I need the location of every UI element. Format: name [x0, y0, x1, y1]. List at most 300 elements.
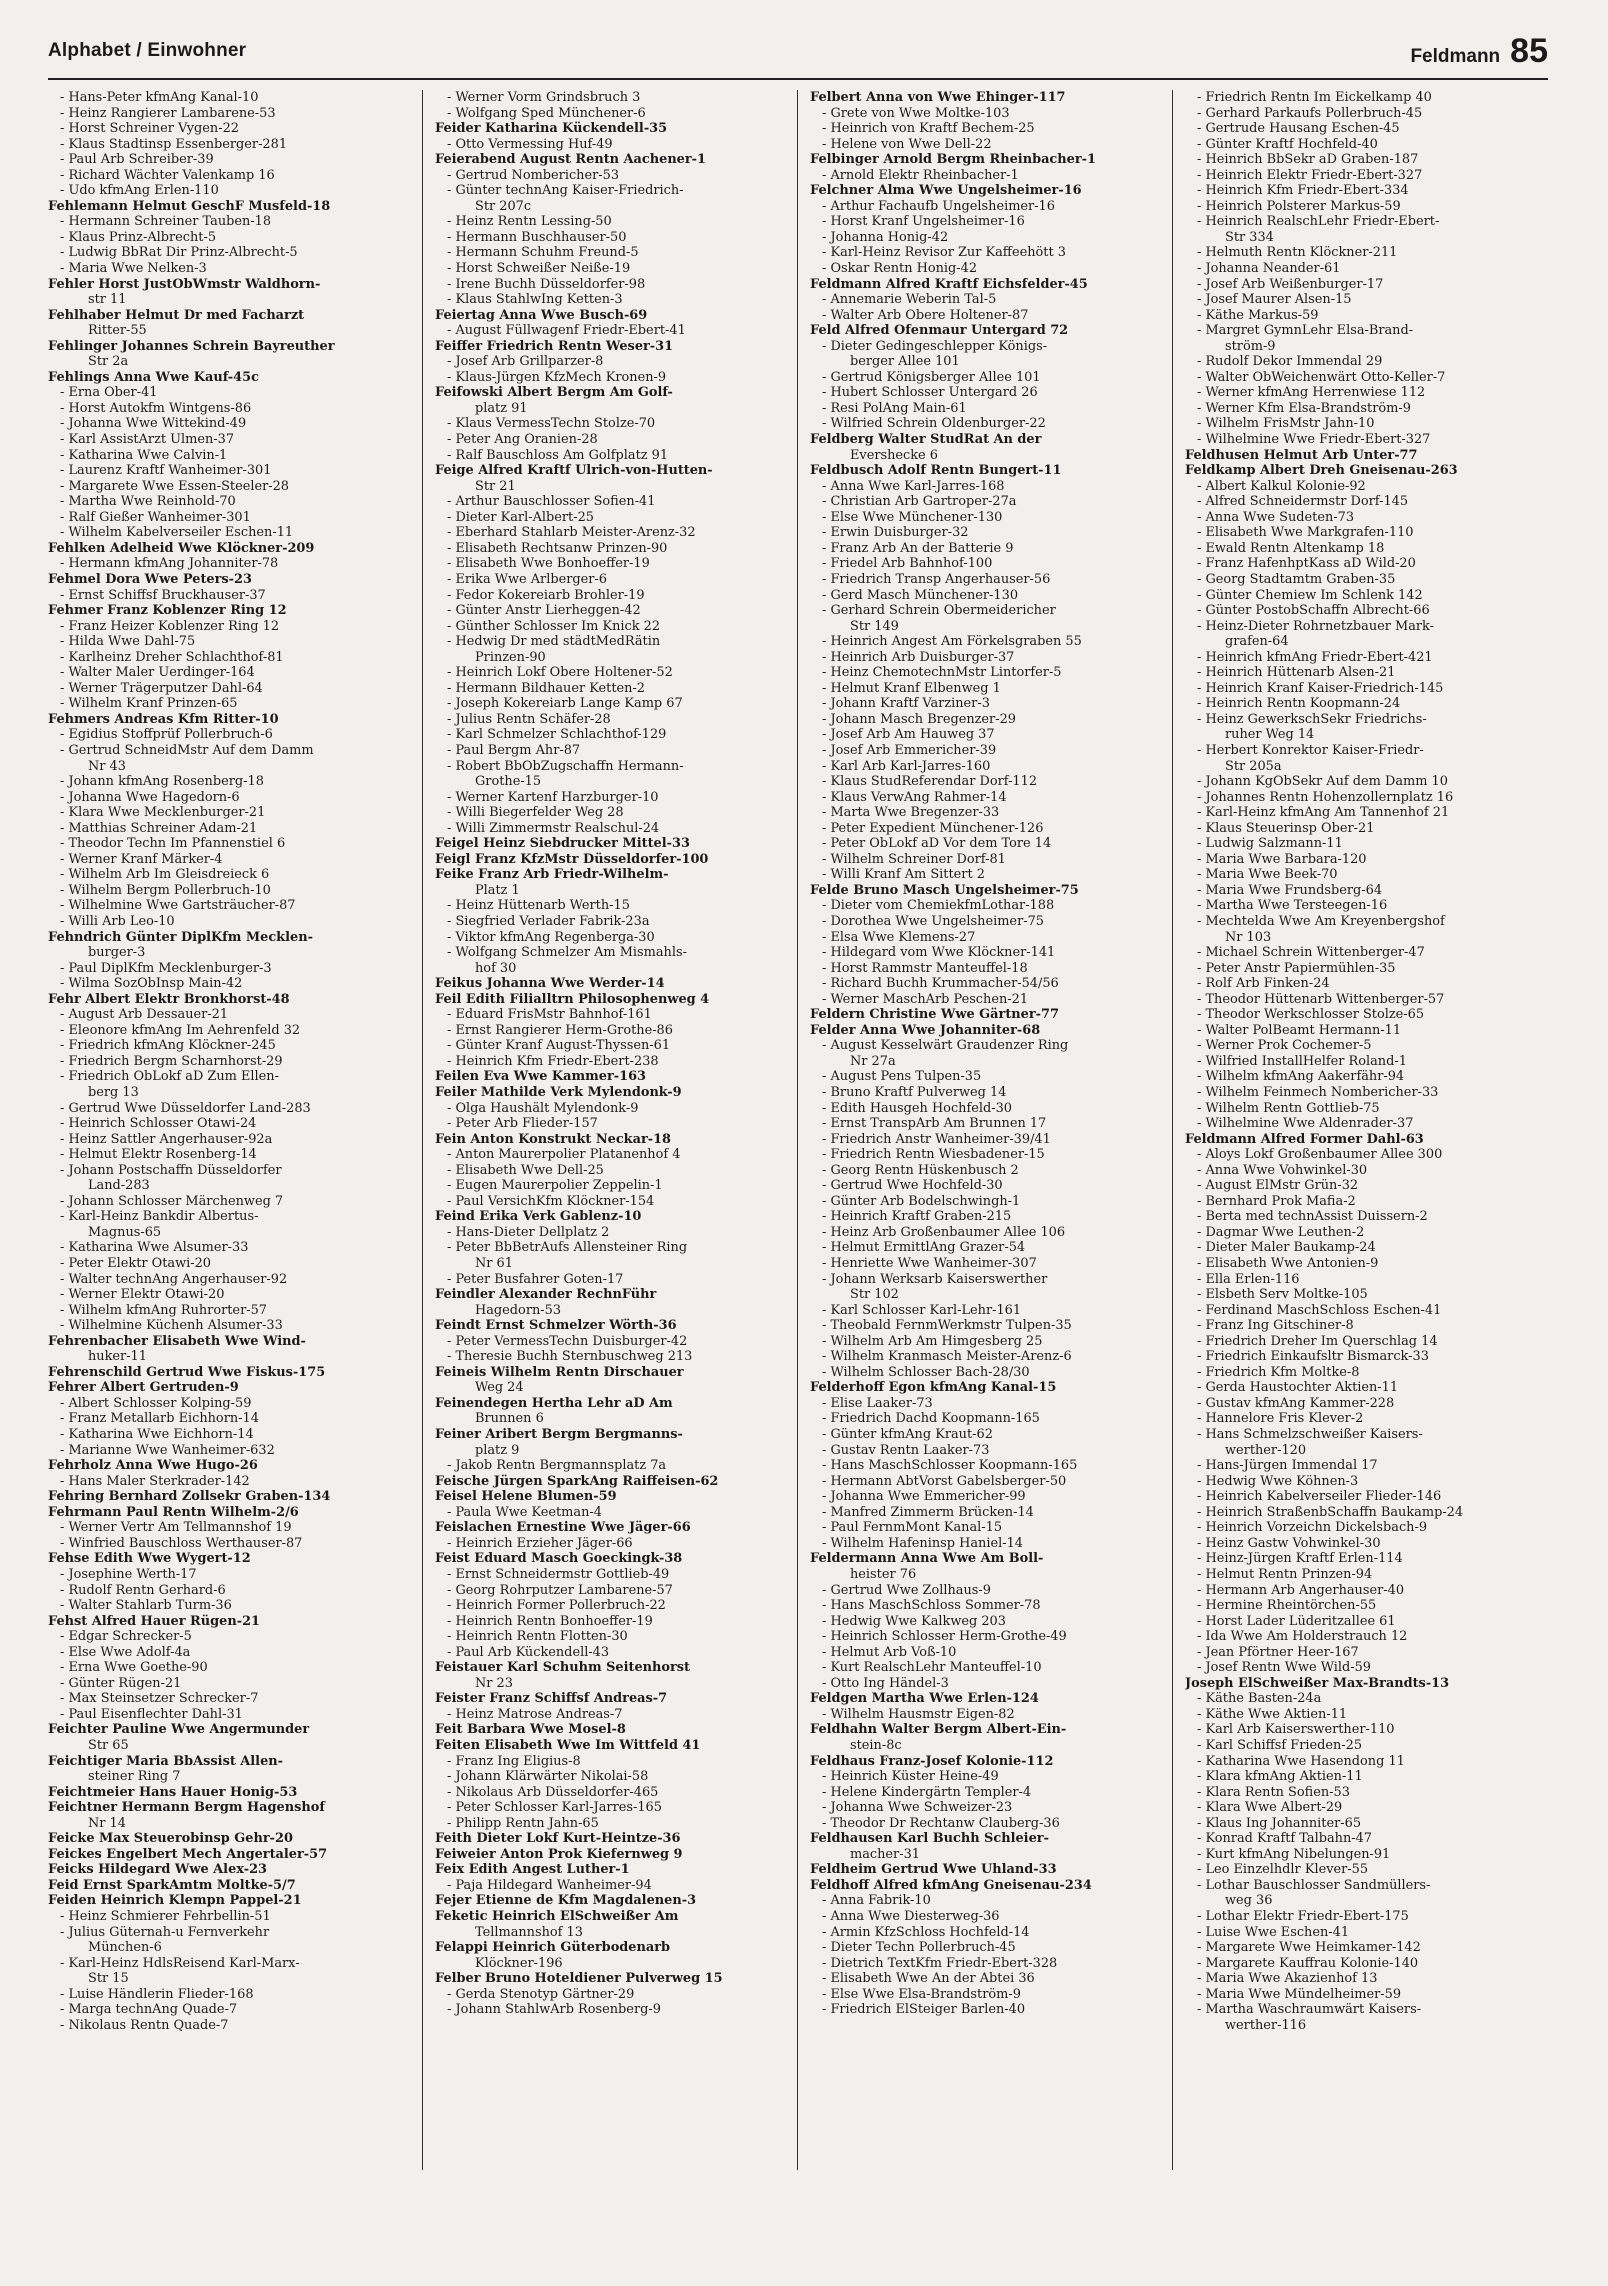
directory-entry: - Josef Maurer Alsen-15 [1197, 292, 1352, 308]
directory-entry: - Maria Wwe Mündelheimer-59 [1197, 1986, 1402, 2002]
directory-entry: - Walter Arb Obere Holtener-87 [822, 307, 1029, 323]
directory-entry: stein-8c [850, 1737, 902, 1753]
directory-entry: - Klaus-Jürgen KfzMech Kronen-9 [447, 369, 667, 385]
directory-entry: - Hans Maler Sterkrader-142 [60, 1473, 250, 1489]
directory-entry: Fehrholz Anna Wwe Hugo-26 [48, 1458, 258, 1474]
directory-entry: - Oskar Rentn Honig-42 [822, 261, 978, 277]
directory-entry: - Ernst TranspArb Am Brunnen 17 [822, 1116, 1047, 1132]
directory-entry: - Kurt kfmAng Nibelungen-91 [1197, 1846, 1391, 1862]
directory-entry: - Wilhelm Kranf Prinzen-65 [60, 696, 238, 712]
directory-entry: - Maria Wwe Nelken-3 [60, 261, 207, 277]
directory-entry: - Wilhelm Hausmstr Eigen-82 [822, 1706, 1015, 1722]
directory-entry: - Wilhelm Feinmech Nombericher-33 [1197, 1085, 1439, 1100]
directory-entry: - Peter Arb Flieder-157 [447, 1116, 598, 1132]
directory-entry: - Georg Rohrputzer Lambarene-57 [447, 1582, 673, 1598]
directory-entry: - Heinz Gastw Vohwinkel-30 [1197, 1535, 1381, 1551]
directory-entry: - Josef Arb Am Hauweg 37 [822, 727, 995, 743]
directory-entry: - Martha Waschraumwärt Kaisers- [1197, 2002, 1422, 2018]
directory-entry: - Georg Stadtamtm Graben-35 [1197, 571, 1396, 587]
directory-entry: Str 21 [475, 478, 516, 494]
directory-entry: Nr 61 [475, 1256, 513, 1272]
directory-entry: - Werner Kranf Märker-4 [60, 851, 223, 867]
directory-entry: - Paul DiplKfm Mecklenburger-3 [60, 960, 272, 976]
directory-entry: - Heinz Hüttenarb Werth-15 [447, 898, 630, 914]
directory-entry: - Anna Wwe Sudeten-73 [1197, 509, 1355, 525]
directory-entry: - Gustav kfmAng Kammer-228 [1197, 1395, 1395, 1411]
directory-entry: macher-31 [850, 1846, 920, 1862]
directory-entry: str 11 [88, 292, 127, 308]
directory-entry: Feit Barbara Wwe Mosel-8 [435, 1722, 626, 1738]
directory-entry: - Heinz Schmierer Fehrbellin-51 [60, 1908, 271, 1924]
directory-entry: - Heinrich RealschLehr Friedr-Ebert- [1197, 214, 1440, 230]
directory-entry: - Hermann Bildhauer Ketten-2 [447, 680, 646, 696]
directory-entry: Fehrmann Paul Rentn Wilhelm-2/6 [48, 1504, 299, 1520]
directory-entry: - Anna Wwe Vohwinkel-30 [1197, 1162, 1368, 1178]
directory-entry: - Klara Wwe Albert-29 [1197, 1800, 1343, 1816]
directory-entry: - Else Wwe Adolf-4a [60, 1644, 191, 1660]
directory-entry: - Walter technAng Angerhauser-92 [60, 1271, 288, 1287]
directory-entry: - Heinrich Rentn Bonhoeffer-19 [447, 1613, 653, 1629]
directory-entry: - Erika Wwe Arlberger-6 [447, 571, 607, 587]
directory-entry: - Leo Einzelhdlr Klever-55 [1197, 1862, 1369, 1878]
directory-entry: - Hermann Arb Angerhauser-40 [1197, 1582, 1405, 1598]
directory-entry: - Werner kfmAng Herrenwiese 112 [1197, 385, 1426, 401]
directory-entry: - Friedrich Transp Angerhauser-56 [822, 571, 1051, 587]
directory-entry: Fehmer Franz Koblenzer Ring 12 [48, 603, 287, 619]
directory-entry: - Klaus Steuerinsp Ober-21 [1197, 820, 1375, 836]
directory-entry: - Jakob Rentn Bergmannsplatz 7a [447, 1458, 667, 1474]
directory-entry: - Maria Wwe Beek-70 [1197, 867, 1338, 883]
directory-entry: hof 30 [475, 960, 517, 976]
directory-entry: Feil Edith Filialltrn Philosophenweg 4 [435, 991, 710, 1007]
directory-entry: Nr 27a [850, 1053, 896, 1069]
directory-entry: Feigel Heinz Siebdrucker Mittel-33 [435, 836, 690, 852]
directory-entry: Str 2a [88, 354, 129, 370]
directory-entry: Feid Ernst SparkAmtm Moltke-5/7 [48, 1877, 296, 1893]
directory-entry: Str 65 [88, 1737, 129, 1753]
directory-entry: - Richard Wächter Valenkamp 16 [60, 167, 275, 183]
directory-entry: - Werner Trägerputzer Dahl-64 [60, 680, 263, 696]
directory-entry: - Heinrich Former Pollerbruch-22 [447, 1598, 666, 1614]
directory-entry: - Paul FernmMont Kanal-15 [822, 1520, 1003, 1536]
directory-entry: Feikus Johanna Wwe Werder-14 [435, 976, 665, 992]
directory-entry: - Friedrich ObLokf aD Zum Ellen- [60, 1069, 279, 1085]
directory-entry: - Horst Autokfm Wintgens-86 [60, 400, 252, 416]
directory-entry: - Ernst Schneidermstr Gottlieb-49 [447, 1566, 670, 1582]
directory-entry: Feldhusen Helmut Arb Unter-77 [1185, 447, 1418, 463]
directory-entry: - Günter Chemiew Im Schlenk 142 [1197, 587, 1423, 603]
directory-entry: - Heinz Matrose Andreas-7 [447, 1706, 623, 1722]
directory-entry: Feketic Heinrich ElSchweißer Am [435, 1908, 679, 1924]
directory-entry: - Katharina Wwe Hasendong 11 [1197, 1753, 1405, 1769]
directory-entry: Feldhahn Walter Bergm Albert-Ein- [810, 1722, 1067, 1738]
directory-entry: - Hermann AbtVorst Gabelsberger-50 [822, 1473, 1067, 1489]
directory-entry: - Johanna Wwe Schweizer-23 [822, 1800, 1013, 1816]
directory-entry: Str 102 [850, 1287, 899, 1303]
directory-entry: - Erna Wwe Goethe-90 [60, 1660, 208, 1676]
directory-entry: - Heinrich Küster Heine-49 [822, 1769, 999, 1785]
directory-entry: - Dieter Techn Pollerbruch-45 [822, 1940, 1016, 1956]
directory-entry: - Helmut Arb Voß-10 [822, 1644, 957, 1660]
directory-entry: - Jean Pförtner Heer-167 [1197, 1644, 1359, 1660]
directory-entry: Str 149 [850, 618, 899, 634]
directory-entry: - Albert Schlosser Kolping-59 [60, 1395, 252, 1411]
directory-entry: - Friedrich Einkaufsltr Bismarck-33 [1197, 1349, 1429, 1365]
directory-entry: - Julius Rentn Schäfer-28 [447, 711, 611, 727]
directory-entry: - Karl-Heinz Revisor Zur Kaffeehött 3 [822, 245, 1066, 261]
directory-entry: - Klaus VerwAng Rahmer-14 [822, 789, 1007, 805]
directory-entry: - Hedwig Dr med städtMedRätin [447, 634, 661, 650]
directory-entry: Feiner Aribert Bergm Bergmanns- [435, 1427, 683, 1443]
directory-entry: - Katharina Wwe Alsumer-33 [60, 1240, 249, 1256]
directory-entry: berg 13 [88, 1085, 139, 1100]
directory-entry: - Olga Haushält Mylendonk-9 [447, 1100, 639, 1116]
directory-entry: - Franz Arb An der Batterie 9 [822, 540, 1014, 556]
directory-entry: - Eugen Maurerpolier Zeppelin-1 [447, 1178, 663, 1194]
directory-entry: - Elisabeth Rechtsanw Prinzen-90 [447, 540, 668, 556]
directory-entry: - Margret GymnLehr Elsa-Brand- [1197, 323, 1414, 339]
directory-entry: - Johanna Wwe Hagedorn-6 [60, 789, 240, 805]
directory-entry: - Karl Schmelzer Schlachthof-129 [447, 727, 667, 743]
directory-entry: - Siegfried Verlader Fabrik-23a [447, 913, 650, 929]
directory-entry: - Heinz Rangierer Lambarene-53 [60, 105, 276, 121]
directory-entry: - Hermine Rheintörchen-55 [1197, 1598, 1377, 1614]
directory-entry: Feiten Elisabeth Wwe Im Wittfeld 41 [435, 1737, 701, 1753]
directory-entry: Feindt Ernst Schmelzer Wörth-36 [435, 1318, 677, 1334]
directory-entry: - Heinrich Schlosser Otawi-24 [60, 1116, 257, 1132]
directory-entry: - Günther Schlosser Im Knick 22 [447, 618, 661, 634]
directory-entry: - Horst Rammstr Manteuffel-18 [822, 960, 1028, 976]
directory-entry: - Martha Wwe Reinhold-70 [60, 494, 236, 510]
directory-entry: - Gerda Stenotyp Gärtner-29 [447, 1986, 635, 2002]
directory-entry: - Eduard FrisMstr Bahnhof-161 [447, 1007, 652, 1023]
directory-entry: - Theodor Hüttenarb Wittenberger-57 [1197, 991, 1445, 1007]
directory-entry: - Karl Schlosser Karl-Lehr-161 [822, 1302, 1022, 1318]
directory-entry: - Gerd Masch Münchener-130 [822, 587, 1019, 603]
directory-entry: - Helene von Wwe Dell-22 [822, 136, 992, 152]
directory-entry: - Dieter Karl-Albert-25 [447, 509, 594, 525]
directory-entry: Feichtiger Maria BbAssist Allen- [48, 1753, 284, 1769]
directory-entry: - Hildegard vom Wwe Klöckner-141 [822, 945, 1056, 961]
directory-entry: - Margarete Wwe Essen-Steeler-28 [60, 478, 290, 494]
directory-entry: - Hermann kfmAng Johanniter-78 [60, 556, 279, 572]
directory-entry: - Friedrich Bergm Scharnhorst-29 [60, 1053, 283, 1069]
directory-entry: - Wolfgang Sped Münchener-6 [447, 105, 646, 121]
directory-entry: Felbinger Arnold Bergm Rheinbacher-1 [810, 152, 1096, 168]
directory-entry: - Heinz GewerkschSekr Friedrichs- [1197, 711, 1427, 727]
directory-entry: - Walter Stahlarb Turm-36 [60, 1598, 232, 1614]
directory-entry: - Werner Prok Cochemer-5 [1197, 1038, 1372, 1054]
directory-entry: - Karl Schiffsf Frieden-25 [1197, 1737, 1363, 1753]
directory-entry: - Peter Schlosser Karl-Jarres-165 [447, 1800, 662, 1816]
directory-entry: Felder Anna Wwe Johanniter-68 [810, 1022, 1041, 1038]
directory-entry: - Max Steinsetzer Schrecker-7 [60, 1691, 259, 1707]
directory-entry: - Arthur Bauschlosser Sofien-41 [447, 494, 656, 510]
directory-entry: - Heinrich Rentn Koopmann-24 [1197, 696, 1401, 712]
directory-entry: - Grete von Wwe Moltke-103 [822, 105, 1010, 121]
directory-entry: - Bruno Kraftf Pulverweg 14 [822, 1085, 1007, 1100]
directory-entry: - Franz HafenhptKass aD Wild-20 [1197, 556, 1416, 572]
directory-entry: - Paul Eisenflechter Dahl-31 [60, 1706, 243, 1722]
directory-entry: - Kurt RealschLehr Manteuffel-10 [822, 1660, 1042, 1676]
directory-entry: - Wilhelm Arb Im Gleisdreieck 6 [60, 867, 270, 883]
directory-entry: Fehlemann Helmut GeschF Musfeld-18 [48, 198, 331, 214]
directory-entry: Feldberg Walter StudRat An der [810, 432, 1042, 448]
directory-entry: - Wilhelm Kranmasch Meister-Arenz-6 [822, 1349, 1072, 1365]
directory-entry: - Heinrich StraßenbSchaffn Baukamp-24 [1197, 1504, 1464, 1520]
directory-entry: - Karl-Heinz Bankdir Albertus- [60, 1209, 259, 1225]
directory-entry: Feierabend August Rentn Aachener-1 [435, 152, 706, 168]
directory-entry: - Christian Arb Gartroper-27a [822, 494, 1017, 510]
directory-entry: - Heinz Arb Großenbaumer Allee 106 [822, 1224, 1066, 1240]
directory-entry: - Helmut ErmittlAng Grazer-54 [822, 1240, 1026, 1256]
directory-entry: - August Arb Dessauer-21 [60, 1007, 229, 1023]
directory-entry: Felderhoff Egon kfmAng Kanal-15 [810, 1380, 1057, 1396]
directory-entry: - Else Wwe Münchener-130 [822, 509, 1003, 525]
directory-entry: Feldhoff Alfred kfmAng Gneisenau-234 [810, 1877, 1092, 1893]
directory-entry: - Wilhelmine Wwe Aldenrader-37 [1197, 1116, 1414, 1132]
directory-entry: - Ella Erlen-116 [1197, 1271, 1300, 1287]
directory-entry: Feldermann Anna Wwe Am Boll- [810, 1551, 1044, 1567]
directory-entry: - Josef Arb Weißenburger-17 [1197, 276, 1384, 292]
directory-entry: - Wilhelm FrisMstr Jahn-10 [1197, 416, 1375, 432]
directory-entry: Evershecke 6 [850, 447, 938, 463]
directory-entry: - Gertrud Wwe Düsseldorfer Land-283 [60, 1100, 311, 1116]
directory-entry: Fehlhaber Helmut Dr med Facharzt [48, 307, 305, 323]
directory-entry: - Peter VermessTechn Duisburger-42 [447, 1333, 688, 1349]
directory-entry: heister 76 [850, 1566, 917, 1582]
directory-entry: - Werner Kartenf Harzburger-10 [447, 789, 659, 805]
directory-entry: - Johanna Neander-61 [1197, 261, 1341, 277]
directory-entry: Feld Alfred Ofenmaur Untergard 72 [810, 323, 1069, 339]
directory-entry: Str 205a [1225, 758, 1282, 774]
directory-entry: - Wilhelm Schlosser Bach-28/30 [822, 1364, 1030, 1380]
directory-entry: - Eleonore kfmAng Im Aehrenfeld 32 [60, 1022, 301, 1038]
directory-entry: berger Allee 101 [850, 354, 960, 370]
directory-entry: - Hubert Schlosser Untergard 26 [822, 385, 1038, 401]
directory-entry: - Gerhard Parkaufs Pollerbruch-45 [1197, 105, 1423, 121]
directory-entry: - Willi Biegerfelder Weg 28 [447, 805, 624, 821]
directory-entry: - Joseph Kokereiarb Lange Kamp 67 [447, 696, 683, 712]
directory-entry: - Helmut Elektr Rosenberg-14 [60, 1147, 257, 1163]
directory-entry: - Edith Hausgeh Hochfeld-30 [822, 1100, 1012, 1116]
directory-entry: Fehlinger Johannes Schrein Bayreuther [48, 338, 335, 354]
directory-entry: Fehmers Andreas Kfm Ritter-10 [48, 711, 279, 727]
directory-entry: - Wilfried InstallHelfer Roland-1 [1197, 1053, 1407, 1069]
directory-entry: - Hans MaschSchlosser Koopmann-165 [822, 1458, 1078, 1474]
directory-entry: - Laurenz Kraftf Wanheimer-301 [60, 463, 272, 479]
directory-entry: - Horst Schweißer Neiße-19 [447, 261, 631, 277]
directory-entry: - Heinrich kfmAng Friedr-Ebert-421 [1197, 649, 1433, 665]
directory-entry: - Edgar Schrecker-5 [60, 1629, 192, 1645]
directory-entry: - Karlheinz Dreher Schlachthof-81 [60, 649, 284, 665]
directory-entry: Weg 24 [475, 1380, 524, 1396]
directory-entry: - Walter Maler Uerdinger-164 [60, 665, 255, 681]
directory-entry: - Peter Busfahrer Goten-17 [447, 1271, 624, 1287]
directory-entry: Platz 1 [475, 882, 520, 898]
directory-entry: - Irene Buchh Düsseldorfer-98 [447, 276, 646, 292]
directory-entry: Fehrer Albert Gertruden-9 [48, 1380, 239, 1396]
directory-entry: - August Kesselwärt Graudenzer Ring [822, 1038, 1069, 1054]
directory-entry: - Heinrich Arb Duisburger-37 [822, 649, 1015, 665]
directory-entry: - Maria Wwe Barbara-120 [1197, 851, 1367, 867]
directory-entry: - Hermann Schreiner Tauben-18 [60, 214, 272, 230]
directory-entry: - Klara Rentn Sofien-53 [1197, 1784, 1350, 1800]
directory-entry: - Johanna Wwe Wittekind-49 [60, 416, 247, 432]
directory-entry: Brunnen 6 [475, 1411, 544, 1427]
directory-entry: - Winfried Bauschloss Werthauser-87 [60, 1535, 303, 1551]
directory-entry: - Hans MaschSchloss Sommer-78 [822, 1598, 1041, 1614]
directory-entry: Tellmannshof 13 [475, 1924, 583, 1940]
directory-entry: - Wilhelmine Küchenh Alsumer-33 [60, 1318, 283, 1334]
directory-entry: - Georg Rentn Hüskenbusch 2 [822, 1162, 1019, 1178]
directory-entry: - Günter kfmAng Kraut-62 [822, 1427, 993, 1443]
directory-entry: Fehr Albert Elektr Bronkhorst-48 [48, 991, 290, 1007]
directory-entry: Ritter-55 [88, 323, 147, 339]
directory-entry: - Hans-Dieter Dellplatz 2 [447, 1224, 610, 1240]
directory-entry: steiner Ring 7 [88, 1769, 181, 1785]
column-4 [1173, 90, 1548, 2170]
directory-entry: Feindler Alexander RechnFühr [435, 1287, 657, 1303]
directory-entry: platz 9 [475, 1442, 520, 1458]
directory-entry: - Lothar Elektr Friedr-Ebert-175 [1197, 1908, 1409, 1924]
directory-entry: - Dieter Maler Baukamp-24 [1197, 1240, 1376, 1256]
directory-entry: - Egidius Stoffprüf Pollerbruch-6 [60, 727, 273, 743]
directory-entry: - Friedrich ElSteiger Barlen-40 [822, 2002, 1026, 2018]
directory-entry: - Josef Rentn Wwe Wild-59 [1197, 1660, 1371, 1676]
directory-entry: - Albert Kalkul Kolonie-92 [1197, 478, 1366, 494]
directory-entry: - Johann StahlwArb Rosenberg-9 [447, 2002, 661, 2018]
directory-entry: - Friedrich Dreher Im Querschlag 14 [1197, 1333, 1438, 1349]
directory-entry: platz 91 [475, 400, 528, 416]
directory-entry: Fehlken Adelheid Wwe Klöckner-209 [48, 540, 315, 556]
directory-entry: Feldhaus Franz-Josef Kolonie-112 [810, 1753, 1054, 1769]
directory-entry: - Käthe Basten-24a [1197, 1691, 1322, 1707]
directory-entry: Nr 23 [475, 1675, 513, 1691]
directory-entry: Hagedorn-53 [475, 1302, 562, 1318]
directory-entry: - Johannes Rentn Hohenzollernplatz 16 [1197, 789, 1454, 805]
directory-entry: - Viktor kfmAng Regenberga-30 [447, 929, 655, 945]
directory-entry: Feiffer Friedrich Rentn Weser-31 [435, 338, 674, 354]
directory-entry: - Herbert Konrektor Kaiser-Friedr- [1197, 742, 1424, 758]
directory-entry: - Helmut Kranf Elbenweg 1 [822, 680, 1001, 696]
directory-entry: - Resi PolAng Main-61 [822, 400, 967, 416]
directory-entry: grafen-64 [1225, 634, 1289, 650]
directory-entry: - Luise Wwe Eschen-41 [1197, 1924, 1350, 1940]
directory-entry: - Konrad Kraftf Talbahn-47 [1197, 1831, 1372, 1847]
directory-entry: Feichtmeier Hans Hauer Honig-53 [48, 1784, 298, 1800]
directory-entry: Joseph ElSchweißer Max-Brandts-13 [1185, 1675, 1450, 1691]
directory-entry: - Karl AssistArzt Ulmen-37 [60, 432, 235, 448]
directory-entry: - Klara Wwe Mecklenburger-21 [60, 805, 266, 821]
directory-entry: Fejer Etienne de Kfm Magdalenen-3 [435, 1893, 697, 1909]
directory-entry: - Ferdinand MaschSchloss Eschen-41 [1197, 1302, 1442, 1318]
directory-entry: - Wolfgang Schmelzer Am Mismahls- [447, 945, 687, 961]
directory-entry: Feister Franz Schiffsf Andreas-7 [435, 1691, 668, 1707]
directory-entry: Feix Edith Angest Luther-1 [435, 1862, 630, 1878]
directory-entry: - Johann Schlosser Märchenweg 7 [60, 1193, 284, 1209]
directory-entry: - Richard Buchh Krummacher-54/56 [822, 976, 1059, 992]
directory-entry: Feist Eduard Masch Goeckingk-38 [435, 1551, 683, 1567]
directory-entry: Feislachen Ernestine Wwe Jäger-66 [435, 1520, 691, 1536]
directory-entry: - Walter PolBeamt Hermann-11 [1197, 1022, 1402, 1038]
directory-entry: Felchner Alma Wwe Ungelsheimer-16 [810, 183, 1082, 199]
directory-entry: - Johann Postschaffn Düsseldorfer [60, 1162, 282, 1178]
directory-entry: - Johann KgObSekr Auf dem Damm 10 [1197, 774, 1448, 790]
directory-entry: - Helmuth Rentn Klöckner-211 [1197, 245, 1398, 261]
directory-entry: - Heinrich Polsterer Markus-59 [1197, 198, 1401, 214]
directory-entry: Feldgen Martha Wwe Erlen-124 [810, 1691, 1039, 1707]
directory-entry: Feichtner Hermann Bergm Hagenshof [48, 1800, 325, 1816]
directory-entry: - Wilhelm Rentn Gottlieb-75 [1197, 1100, 1380, 1116]
directory-entry: Str 207c [475, 198, 532, 214]
directory-entry: - Wilhelm Bergm Pollerbruch-10 [60, 882, 271, 898]
directory-entry: Felappi Heinrich Güterbodenarb [435, 1940, 671, 1956]
directory-entry: - Armin KfzSchloss Hochfeld-14 [822, 1924, 1030, 1940]
directory-entry: - Heinrich Elektr Friedr-Ebert-327 [1197, 167, 1423, 183]
directory-entry: - Elsa Wwe Klemens-27 [822, 929, 976, 945]
directory-entry: - Helmut Rentn Prinzen-94 [1197, 1566, 1373, 1582]
directory-entry: - Mechtelda Wwe Am Kreyenbergshof [1197, 913, 1445, 929]
directory-entry: - Elsbeth Serv Moltke-105 [1197, 1287, 1368, 1303]
directory-entry: - Ralf Gießer Wanheimer-301 [60, 509, 251, 525]
directory-entry: - Gertrud SchneidMstr Auf dem Damm [60, 742, 314, 758]
directory-entry: - Paul Arb Kückendell-43 [447, 1644, 610, 1660]
directory-columns [48, 90, 1548, 2170]
directory-entry: werther-116 [1225, 2017, 1307, 2033]
directory-entry: Feider Katharina Kückendell-35 [435, 121, 668, 137]
directory-entry: - Günter Arb Bodelschwingh-1 [822, 1193, 1021, 1209]
directory-entry: - Hans Schmelzschweißer Kaisers- [1197, 1427, 1423, 1443]
directory-entry: - Franz Metallarb Eichhorn-14 [60, 1411, 259, 1427]
directory-entry: - Nikolaus Arb Düsseldorfer-465 [447, 1784, 659, 1800]
directory-entry: - Günter Kraftf Hochfeld-40 [1197, 136, 1378, 152]
directory-entry: Feistauer Karl Schuhm Seitenhorst [435, 1660, 691, 1676]
directory-entry: - Otto Vermessing Huf-49 [447, 136, 613, 152]
directory-entry: - Peter Ang Oranien-28 [447, 432, 598, 448]
page-header [48, 32, 1548, 80]
directory-entry: - Günter PostobSchaffn Albrecht-66 [1197, 603, 1430, 619]
directory-entry: - Franz Ing Gitschiner-8 [1197, 1318, 1354, 1334]
directory-entry: - Käthe Markus-59 [1197, 307, 1319, 323]
directory-entry: - Arnold Elektr Rheinbacher-1 [822, 167, 1019, 183]
directory-entry: - Fedor Kokereiarb Brohler-19 [447, 587, 645, 603]
directory-entry: - Katharina Wwe Eichhorn-14 [60, 1427, 254, 1443]
directory-entry: - Marga technAng Quade-7 [60, 2002, 238, 2018]
directory-entry: - Willi Zimmermstr Realschul-24 [447, 820, 660, 836]
directory-entry: - Robert BbObZugschaffn Hermann- [447, 758, 684, 774]
directory-entry: - Hedwig Wwe Kalkweg 203 [822, 1613, 1006, 1629]
directory-entry: - Ernst Rangierer Herm-Grothe-86 [447, 1022, 673, 1038]
directory-entry: Fehring Bernhard Zollsekr Graben-134 [48, 1489, 331, 1505]
directory-entry: - Günter Anstr Lierheggen-42 [447, 603, 641, 619]
directory-entry: Feiden Heinrich Klempn Pappel-21 [48, 1893, 302, 1909]
directory-entry: - Franz Ing Eligius-8 [447, 1753, 581, 1769]
directory-entry: - Paja Hildegard Wanheimer-94 [447, 1877, 652, 1893]
directory-entry: Fehmel Dora Wwe Peters-23 [48, 571, 252, 587]
directory-entry: - Ludwig BbRat Dir Prinz-Albrecht-5 [60, 245, 298, 261]
directory-entry: - Rolf Arb Finken-24 [1197, 976, 1330, 992]
directory-entry: - Horst Kranf Ungelsheimer-16 [822, 214, 1025, 230]
directory-entry: Feind Erika Verk Gablenz-10 [435, 1209, 642, 1225]
directory-entry: - Berta med technAssist Duissern-2 [1197, 1209, 1428, 1225]
directory-entry: Magnus-65 [88, 1224, 162, 1240]
directory-entry: - Hans-Jürgen Immendal 17 [1197, 1458, 1378, 1474]
directory-entry: - Nikolaus Rentn Quade-7 [60, 2017, 229, 2033]
directory-entry: - Heinrich Kfm Friedr-Ebert-334 [1197, 183, 1409, 199]
directory-entry: - Rudolf Dekor Immendal 29 [1197, 354, 1383, 370]
directory-entry: - Werner Kfm Elsa-Brandström-9 [1197, 400, 1411, 416]
